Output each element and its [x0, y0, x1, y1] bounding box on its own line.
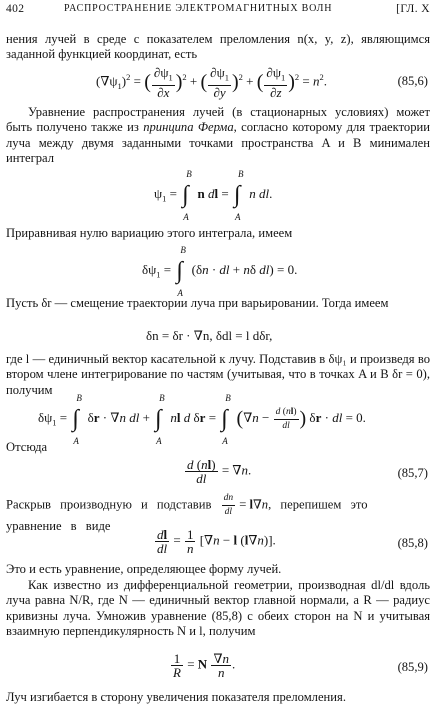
- chapter-label: [ГЛ. X: [396, 3, 430, 15]
- paragraph-2: Уравнение распространения лучей (в стационарных условиях) может быть получено также из принципа Ферма, согласно которому для траектории луча между двумя заданными точками пространства A и B минимален интеграл: [6, 105, 430, 165]
- running-title: РАСПРОСТРАНЕНИЕ ЭЛЕКТРОМАГНИТНЫХ ВОЛН: [64, 3, 333, 14]
- equation-85-9: $\frac{1}{R}$ = N $\frac{\nabla n}{n}$ . (85,9): [173, 651, 428, 680]
- paragraph-5: где l — единичный вектор касательной к лучу. Подставив в δψ₁ и произведя во втором члене интегрирование по частям (учитывая, что в точках A и B δr = 0), получим: [6, 352, 430, 397]
- paragraph-10: Луч изгибается в сторону увеличения показателя преломления.: [6, 690, 346, 704]
- equation-85-6: $(\nabla\psi_1)^2$ = ( $\frac{\partial\psi_1}{\partial x}$ )$^2$ + ( $\frac{\partial\psi_1}{\partial y}$ )$^2$ + ( $\frac{\partial\psi_1}{\partial z}$ )$^2 = n^2$. (85,6): [96, 65, 428, 100]
- equation-fermat-integral: $\psi_1$ = B ∫ A n dl = B ∫ A n dl.: [154, 169, 273, 222]
- paragraph-8: Это и есть уравнение, определяющее форму лучей.: [6, 562, 282, 576]
- paragraph-1: нения лучей в среде с показателем преломления n(x, y, z), являющимся заданной функцией координат, есть: [6, 32, 430, 62]
- equation-number: (85,6): [397, 74, 428, 88]
- equation-variation: $\delta\psi_1$ = B ∫ A (δn · dl + nδ dl) = 0.: [142, 245, 298, 298]
- paragraph-3: Приравнивая нулю вариацию этого интеграла, имеем: [6, 226, 293, 240]
- page-header: [4, 3, 432, 19]
- page-number: 402: [6, 3, 25, 15]
- paragraph-6: Отсюда: [6, 440, 48, 454]
- equation-deltas: δn = δr · ∇n, δdl = l dδr,: [146, 328, 273, 343]
- equation-85-7: $\frac{d (nl)}{dl}$ = ∇n. (85,7): [187, 457, 428, 486]
- paragraph-7: Раскрыв производную и подставив $\frac{dn}{dl}$ = l∇n, перепишем это уравнение в виде: [6, 493, 368, 533]
- book-page: [4, 0, 432, 718]
- paragraph-4: Пусть δr — смещение траектории луча при варьировании. Тогда имеем: [6, 296, 389, 310]
- equation-85-8: $\frac{dl}{dl}$ = $\frac{1}{n}$ [∇n − l (l∇n)]. (85,8): [157, 527, 428, 556]
- equation-number: (85,8): [397, 536, 428, 550]
- equation-integration-by-parts: $\delta\psi_1$ = B ∫ A δr · ∇n dl + B ∫ A nl d δr = B ∫ A (∇n − $\frac{d (nl)}{dl}$ ) δr · dl = 0.: [38, 393, 366, 446]
- equation-number: (85,7): [397, 466, 428, 480]
- equation-number: (85,9): [397, 660, 428, 674]
- paragraph-9: Как известно из дифференциальной геометрии, производная dl/dl вдоль луча равна N/R, где N — единичный вектор главной нормали, а R — радиус кривизны луча. Умножив уравнение (85,8) с обеих сторон на N и учитывая взаимную перпендикулярность N и l, получим: [6, 578, 430, 638]
